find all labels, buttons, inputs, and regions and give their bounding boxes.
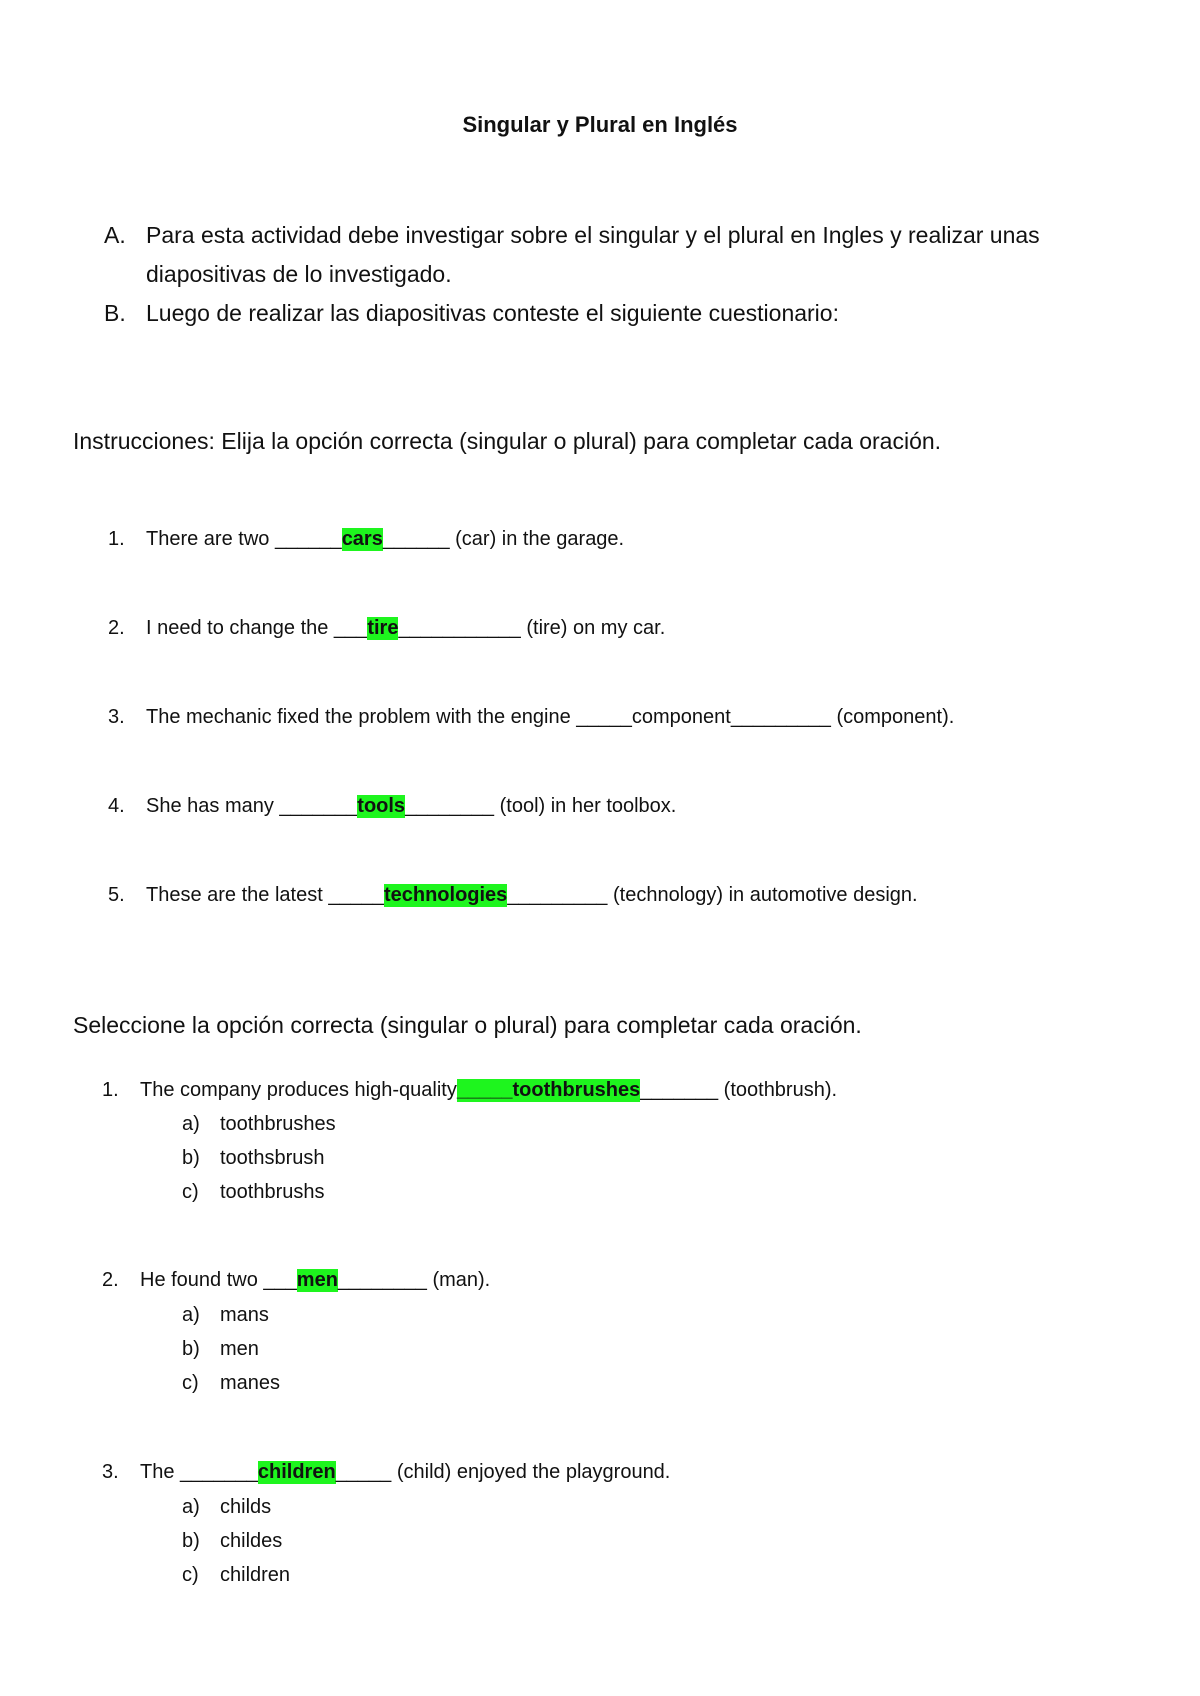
question-row: [102, 1461, 670, 1484]
question-text-before: The mechanic fixed the problem with the engine _____component_________ (component).: [146, 706, 955, 728]
question-row: [108, 617, 665, 640]
question-row: [108, 706, 954, 729]
question-text-after: _________ (technology) in automotive design.: [507, 884, 918, 906]
question-text-after: ______ (car) in the garage.: [382, 528, 625, 550]
intro-letter: B.: [104, 300, 126, 326]
option-text: toothbrushs: [220, 1181, 325, 1203]
question-row: [108, 884, 918, 907]
question-text-before: He found two ___: [140, 1269, 297, 1291]
question-text-before: There are two ______: [146, 528, 342, 550]
option-letter: b): [182, 1338, 200, 1360]
intro-list: [104, 216, 1104, 333]
question-text-before: These are the latest _____: [146, 884, 384, 906]
intro-item: [104, 294, 1104, 333]
question-number: 5.: [108, 884, 125, 906]
option-letter: c): [182, 1372, 199, 1394]
answer-highlight: _____toothbrushes: [456, 1079, 641, 1101]
question-number: 4.: [108, 795, 125, 817]
option-text: toothbrushes: [220, 1113, 336, 1135]
option-letter: b): [182, 1530, 200, 1552]
question-text-before: The _______: [140, 1461, 258, 1483]
answer-highlight: tire: [367, 617, 399, 639]
question-text-before: The company produces high-quality: [140, 1079, 457, 1101]
question-number: 1.: [108, 528, 125, 550]
option-item: [182, 1304, 269, 1327]
answer-highlight: cars: [341, 528, 383, 550]
option-letter: b): [182, 1147, 200, 1169]
question-text-after: ________ (man).: [337, 1269, 491, 1291]
option-item: [182, 1147, 325, 1170]
question-text-before: I need to change the ___: [146, 617, 368, 639]
question-row: [108, 795, 676, 818]
option-text: mans: [220, 1304, 269, 1326]
intro-text: Luego de realizar las diapositivas conteste el siguiente cuestionario:: [146, 300, 839, 326]
intro-letter: A.: [104, 222, 126, 248]
option-letter: a): [182, 1304, 200, 1326]
intro-item: [104, 216, 1104, 294]
answer-highlight: tools: [357, 795, 406, 817]
question-number: 2.: [102, 1269, 119, 1291]
option-text: childs: [220, 1496, 272, 1518]
option-text: childes: [220, 1530, 283, 1552]
question-number: 1.: [102, 1079, 119, 1101]
question-text-after: ___________ (tire) on my car.: [398, 617, 666, 639]
option-letter: a): [182, 1496, 200, 1518]
question-text-before: She has many _______: [146, 795, 358, 817]
question-number: 2.: [108, 617, 125, 639]
answer-highlight: men: [296, 1269, 338, 1291]
option-item: [182, 1338, 259, 1361]
question-number: 3.: [102, 1461, 119, 1483]
option-text: children: [220, 1564, 291, 1586]
option-text: toothsbrush: [220, 1147, 325, 1169]
option-text: men: [220, 1338, 259, 1360]
page-title: Singular y Plural en Inglés: [462, 112, 738, 137]
question-text-after: _____ (child) enjoyed the playground.: [335, 1461, 671, 1483]
option-text: manes: [220, 1372, 281, 1394]
option-item: [182, 1181, 325, 1204]
option-letter: c): [182, 1564, 199, 1586]
section2-heading: Seleccione la opción correcta (singular o plural) para completar cada oración.: [73, 1012, 862, 1038]
section1-heading: Instrucciones: Elija la opción correcta (singular o plural) para completar cada oración.: [73, 428, 942, 454]
option-letter: c): [182, 1181, 199, 1203]
question-text-after: _______ (toothbrush).: [640, 1079, 838, 1101]
answer-highlight: children: [257, 1461, 336, 1483]
option-item: [182, 1496, 271, 1519]
answer-highlight: technologies: [383, 884, 508, 906]
question-text-after: ________ (tool) in her toolbox.: [405, 795, 677, 817]
question-row: [102, 1269, 490, 1292]
option-item: [182, 1564, 290, 1587]
option-item: [182, 1113, 336, 1136]
question-row: [108, 528, 624, 551]
intro-text: Para esta actividad debe investigar sobre el singular y el plural en Ingles y realizar unas diapositivas de lo investigado.: [146, 222, 1040, 287]
question-number: 3.: [108, 706, 125, 728]
option-item: [182, 1530, 282, 1553]
option-letter: a): [182, 1113, 200, 1135]
question-row: [102, 1079, 837, 1102]
option-item: [182, 1372, 280, 1395]
